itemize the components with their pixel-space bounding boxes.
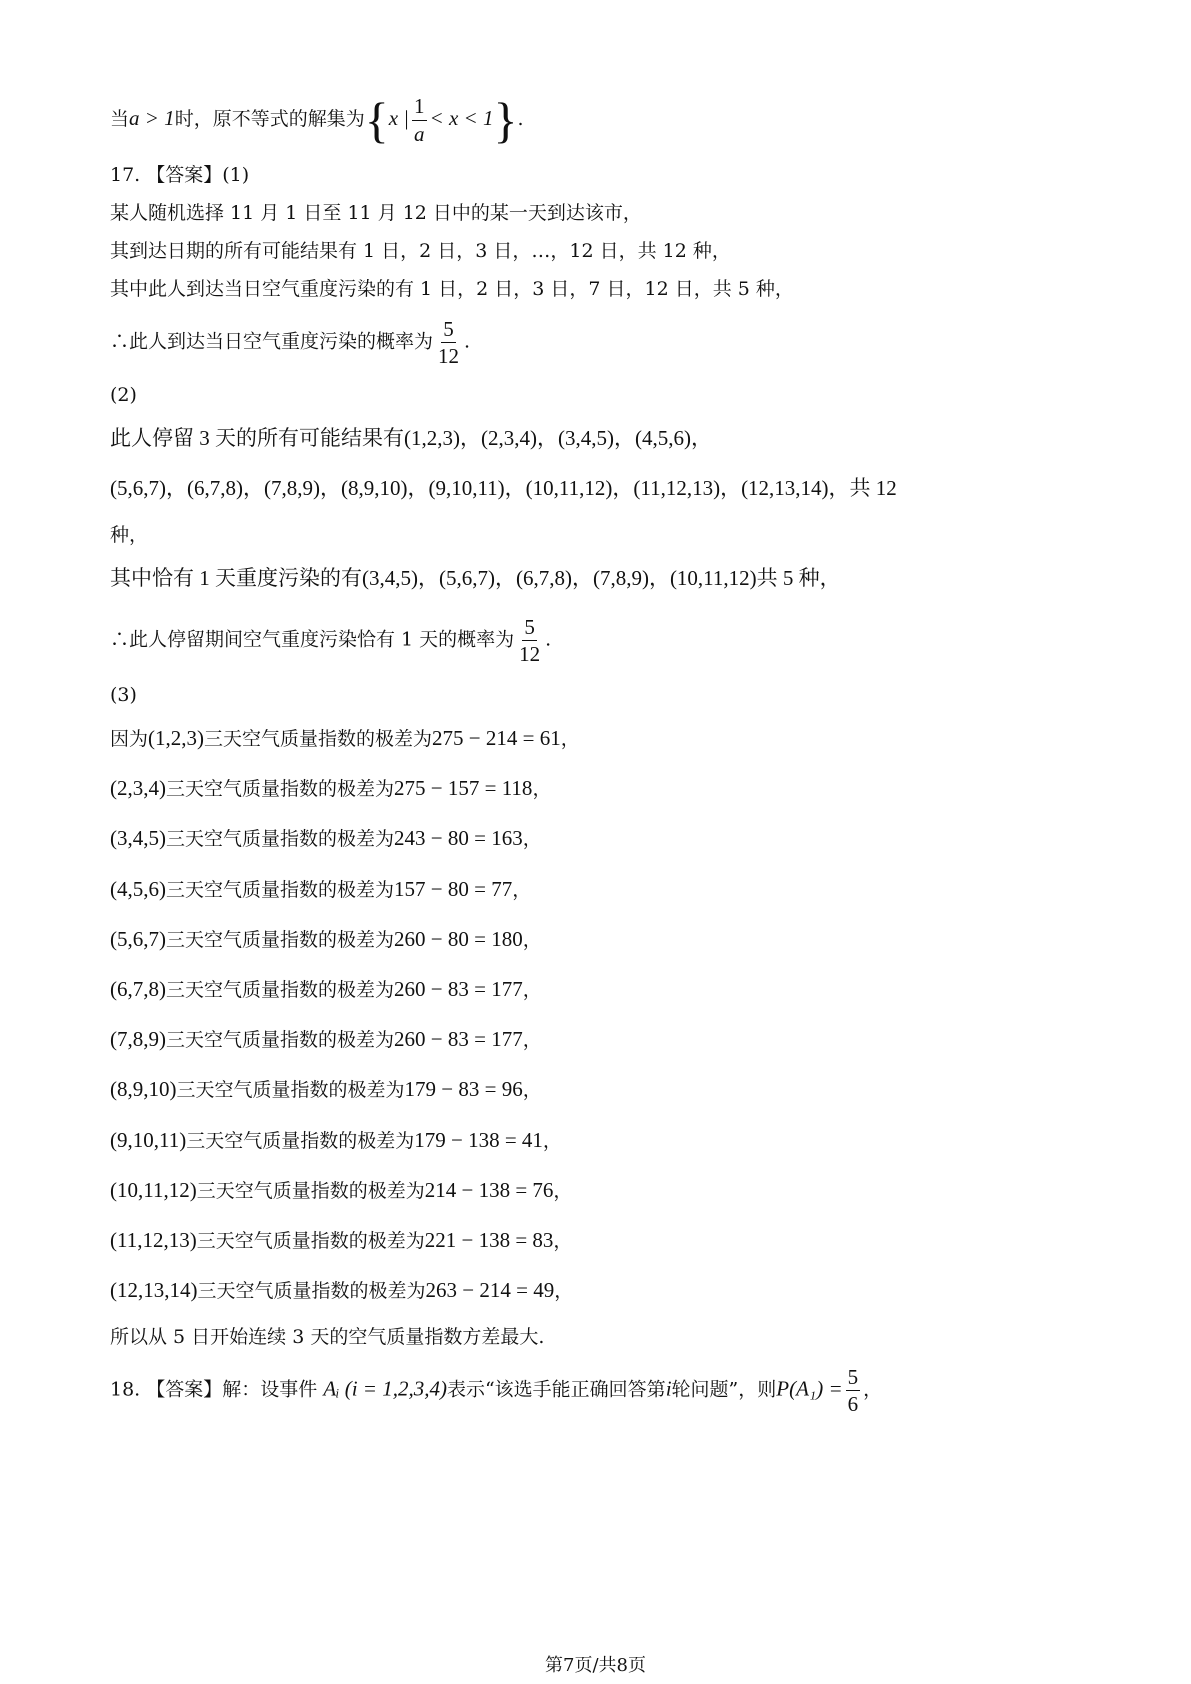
right-brace: } [493, 92, 518, 148]
fraction-1-over-a: $\frac{1}{a}$ [414, 94, 425, 146]
q17-p2-line3: 种， [110, 524, 149, 546]
range-row: (4,5,6)三天空气质量指数的极差为157 − 80 = 77， [110, 876, 532, 901]
range-row: (10,11,12)三天空气质量指数的极差为214 − 138 = 76， [110, 1177, 573, 1202]
fraction-5-over-6: $\frac{5}{6}$ [847, 1365, 859, 1417]
q17-p1-line3: 其中此人到达当日空气重度污染的有 1 日，2 日，3 日，7 日，12 日，共 5 种， [110, 278, 794, 300]
q18-line: 18. 【答案】解：设事件 Aᵢ (i = 1,2,3,4)表示“该选手能正确回答第i轮问题”，则P(A₁) = $\frac{5}{6}$ ， [110, 1365, 883, 1417]
q17-heading: 17. 【答案】(1) [110, 164, 250, 186]
q17-p2-conclusion: ∴此人停留期间空气重度污染恰有 1 天的概率为 $\frac{5}{12}$ . [110, 615, 552, 667]
q17-part3-label: (3) [110, 684, 137, 706]
range-row: (3,4,5)三天空气质量指数的极差为243 − 80 = 163， [110, 826, 542, 851]
fraction-5-over-12: $\frac{5}{12}$ [438, 317, 460, 369]
q17-conclusion: 所以从 5 日开始连续 3 天的空气质量指数方差最大. [110, 1326, 545, 1348]
q17-p1-line2: 其到达日期的所有可能结果有 1 日，2 日，3 日，…，12 日，共 12 种， [110, 240, 731, 262]
fraction-5-over-12: $\frac{5}{12}$ [519, 615, 541, 667]
q16-solution-set-line: 当a > 1时，原不等式的解集为{x | $\frac{1}{a}$ < x < 1}. [110, 92, 524, 148]
cond-a-gt-1: a > 1 [129, 106, 175, 130]
range-row: (5,6,7)三天空气质量指数的极差为260 − 80 = 180， [110, 926, 542, 951]
range-row: (12,13,14)三天空气质量指数的极差为263 − 214 = 49， [110, 1278, 574, 1303]
range-row: (8,9,10)三天空气质量指数的极差为179 − 83 = 96， [110, 1077, 542, 1102]
range-row: 因为(1,2,3)三天空气质量指数的极差为275 − 214 = 61， [110, 726, 580, 750]
q17-p2-line1: 此人停留 3 天的所有可能结果有(1,2,3)，(2,3,4)，(3,4,5)，(4,5,6)， [110, 426, 712, 450]
range-row: (2,3,4)三天空气质量指数的极差为275 − 157 = 118， [110, 776, 552, 801]
q17-p2-line4: 其中恰有 1 天重度污染的有(3,4,5)，(5,6,7)，(6,7,8)，(7,8,9)，(10,11,12)共 5 种， [110, 566, 841, 590]
q17-p2-line2: (5,6,7)，(6,7,8)，(7,8,9)，(8,9,10)，(9,10,11)，(10,11,12)，(11,12,13)，(12,13,14)，共 12 [110, 476, 897, 500]
page-footer: 第7页/共8页 [545, 1655, 646, 1676]
range-row: (6,7,8)三天空气质量指数的极差为260 − 83 = 177， [110, 977, 542, 1001]
range-row: (7,8,9)三天空气质量指数的极差为260 − 83 = 177， [110, 1027, 542, 1052]
q17-part2-label: (2) [110, 384, 137, 406]
q17-p1-conclusion: ∴此人到达当日空气重度污染的概率为 $\frac{5}{12}$ . [110, 317, 471, 369]
range-row: (9,10,11)三天空气质量指数的极差为179 − 138 = 41， [110, 1127, 562, 1152]
q17-p1-line1: 某人随机选择 11 月 1 日至 11 月 12 日中的某一天到达该市， [110, 202, 642, 224]
range-row: (11,12,13)三天空气质量指数的极差为221 − 138 = 83， [110, 1228, 573, 1252]
left-brace: { [364, 92, 389, 148]
